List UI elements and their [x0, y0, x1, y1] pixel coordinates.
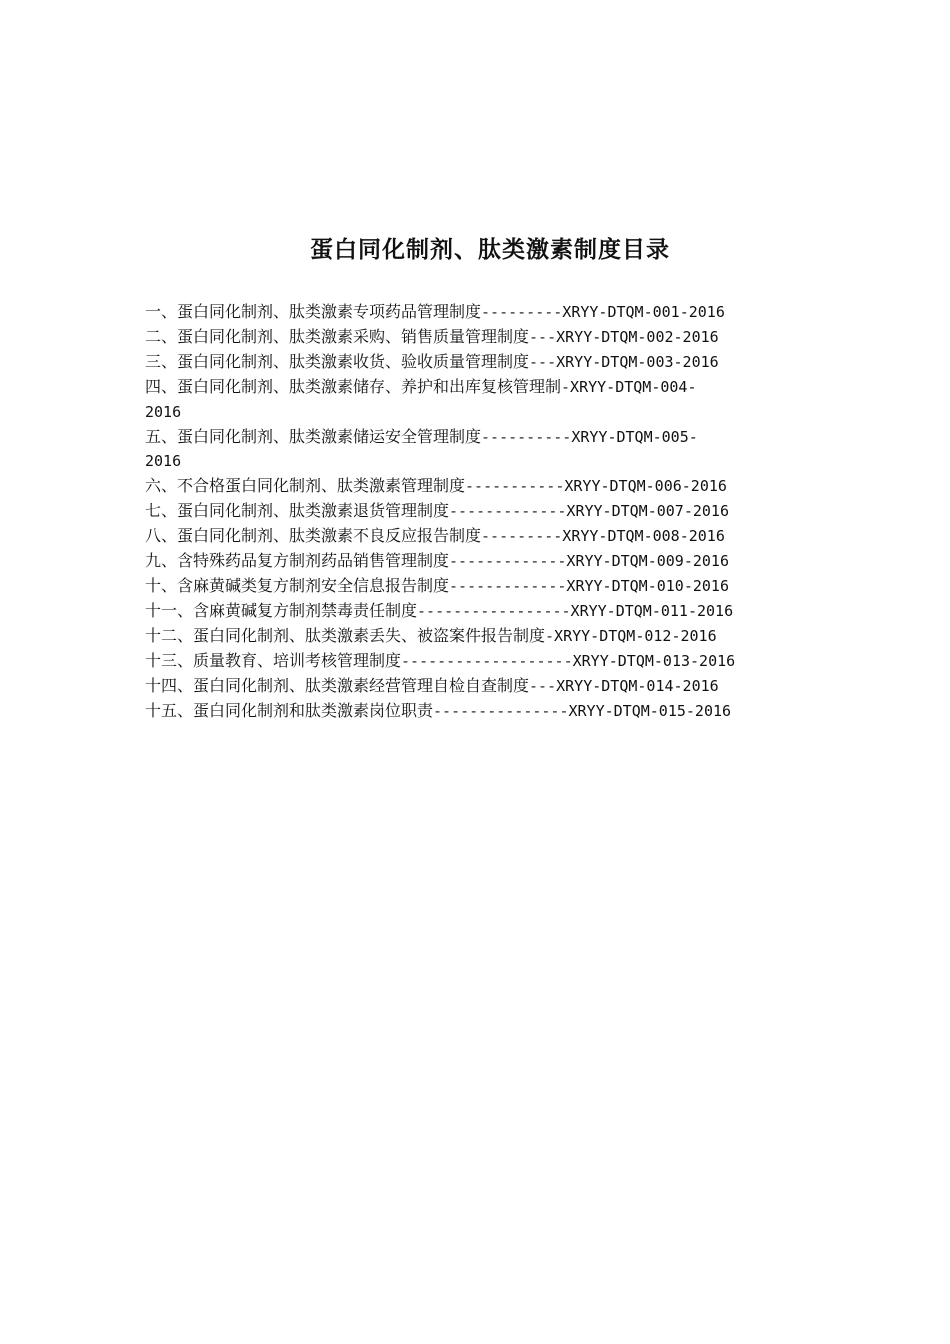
toc-entry: [145, 325, 810, 350]
toc-entry: [145, 300, 810, 325]
toc-entry-code: XRYY-DTQM-006-2016: [564, 477, 727, 496]
toc-entry: [145, 699, 810, 724]
toc-entry-title: 十、含麻黄碱类复方制剂安全信息报告制度: [145, 575, 450, 595]
toc-entry-title: 七、蛋白同化制剂、肽类激素退货管理制度: [145, 501, 450, 521]
toc-entry-title: 十三、质量教育、培训考核管理制度: [145, 650, 402, 670]
toc-entry-title: 四、蛋白同化制剂、肽类激素储存、养护和出库复核管理制: [145, 376, 562, 396]
toc-entry-code: XRYY-DTQM-013-2016: [572, 651, 736, 670]
toc-entry-title: 十一、含麻黄碱复方制剂禁毒责任制度: [145, 600, 418, 620]
toc-entry: [145, 549, 810, 574]
toc-entry-title: 八、蛋白同化制剂、肽类激素不良反应报告制度: [145, 526, 482, 546]
toc-entry: [145, 649, 810, 674]
toc-entry-code: XRYY-DTQM-007-2016: [566, 502, 729, 521]
toc-entry: [145, 425, 810, 475]
toc-entry-title: 二、蛋白同化制剂、肽类激素采购、销售质量管理制度: [145, 326, 530, 346]
toc-entry: [145, 624, 810, 649]
toc-entry-leader: -: [561, 377, 571, 396]
toc-entry-leader: -----------: [465, 477, 565, 496]
toc-entry: [145, 499, 810, 524]
toc-entry-title: 五、蛋白同化制剂、肽类激素储运安全管理制度: [145, 426, 482, 446]
toc-entry-leader: ---: [529, 352, 557, 371]
toc-entry: [145, 375, 810, 425]
toc-entry-code: XRYY-DTQM-015-2016: [568, 701, 732, 720]
toc-entry: [145, 350, 810, 375]
toc-entry-code: XRYY-DTQM-003-2016: [556, 352, 719, 371]
toc-entry: [145, 599, 810, 624]
toc-entry-leader: -------------------: [401, 651, 573, 670]
toc-entry-code: XRYY-DTQM-005- 2016: [145, 427, 698, 471]
toc-entry-code: XRYY-DTQM-008-2016: [562, 527, 725, 546]
toc-entry-title: 十四、蛋白同化制剂、肽类激素经营管理自检自查制度: [145, 675, 530, 695]
document-title: 蛋白同化制剂、肽类激素制度目录: [310, 237, 670, 263]
toc-entry-code: XRYY-DTQM-002-2016: [556, 327, 719, 346]
toc-entry-leader: ----------: [481, 427, 572, 446]
toc-entry: [145, 474, 810, 499]
toc-entry-title: 一、蛋白同化制剂、肽类激素专项药品管理制度: [145, 302, 482, 321]
toc-entry-title: 十五、蛋白同化制剂和肽类激素岗位职责: [145, 700, 434, 720]
toc-entry-code: XRYY-DTQM-004- 2016: [145, 377, 697, 421]
toc-entry-code: XRYY-DTQM-010-2016: [566, 576, 729, 595]
toc-entry-title: 九、含特殊药品复方制剂药品销售管理制度: [145, 551, 450, 571]
toc-entry-code: XRYY-DTQM-009-2016: [566, 552, 729, 571]
toc-entry-leader: ---------------: [433, 701, 569, 720]
toc-entry-code: XRYY-DTQM-001-2016: [562, 303, 725, 321]
toc-entry-leader: -------------: [449, 576, 567, 595]
toc-entry: [145, 524, 810, 549]
toc-entry-title: 六、不合格蛋白同化制剂、肽类激素管理制度: [145, 476, 466, 496]
toc-entry-leader: -------------: [449, 502, 567, 521]
toc-entry-leader: -----------------: [417, 601, 571, 620]
toc-entry: [145, 674, 810, 699]
toc-entry-leader: -: [545, 626, 555, 645]
toc-entry-leader: ---------: [481, 303, 563, 321]
toc-entry-leader: -------------: [449, 552, 567, 571]
toc-entry-code: XRYY-DTQM-012-2016: [554, 626, 717, 645]
toc-entry-title: 十二、蛋白同化制剂、肽类激素丢失、被盗案件报告制度: [145, 625, 546, 645]
toc-entry-code: XRYY-DTQM-011-2016: [570, 601, 734, 620]
toc-entry-leader: ---------: [481, 527, 563, 546]
table-of-contents: [145, 300, 810, 723]
toc-entry-title: 三、蛋白同化制剂、肽类激素收货、验收质量管理制度: [145, 351, 530, 371]
toc-entry-leader: ---: [529, 327, 557, 346]
toc-entry: [145, 574, 810, 599]
toc-entry-leader: ---: [529, 676, 557, 695]
toc-entry-code: XRYY-DTQM-014-2016: [556, 676, 719, 695]
